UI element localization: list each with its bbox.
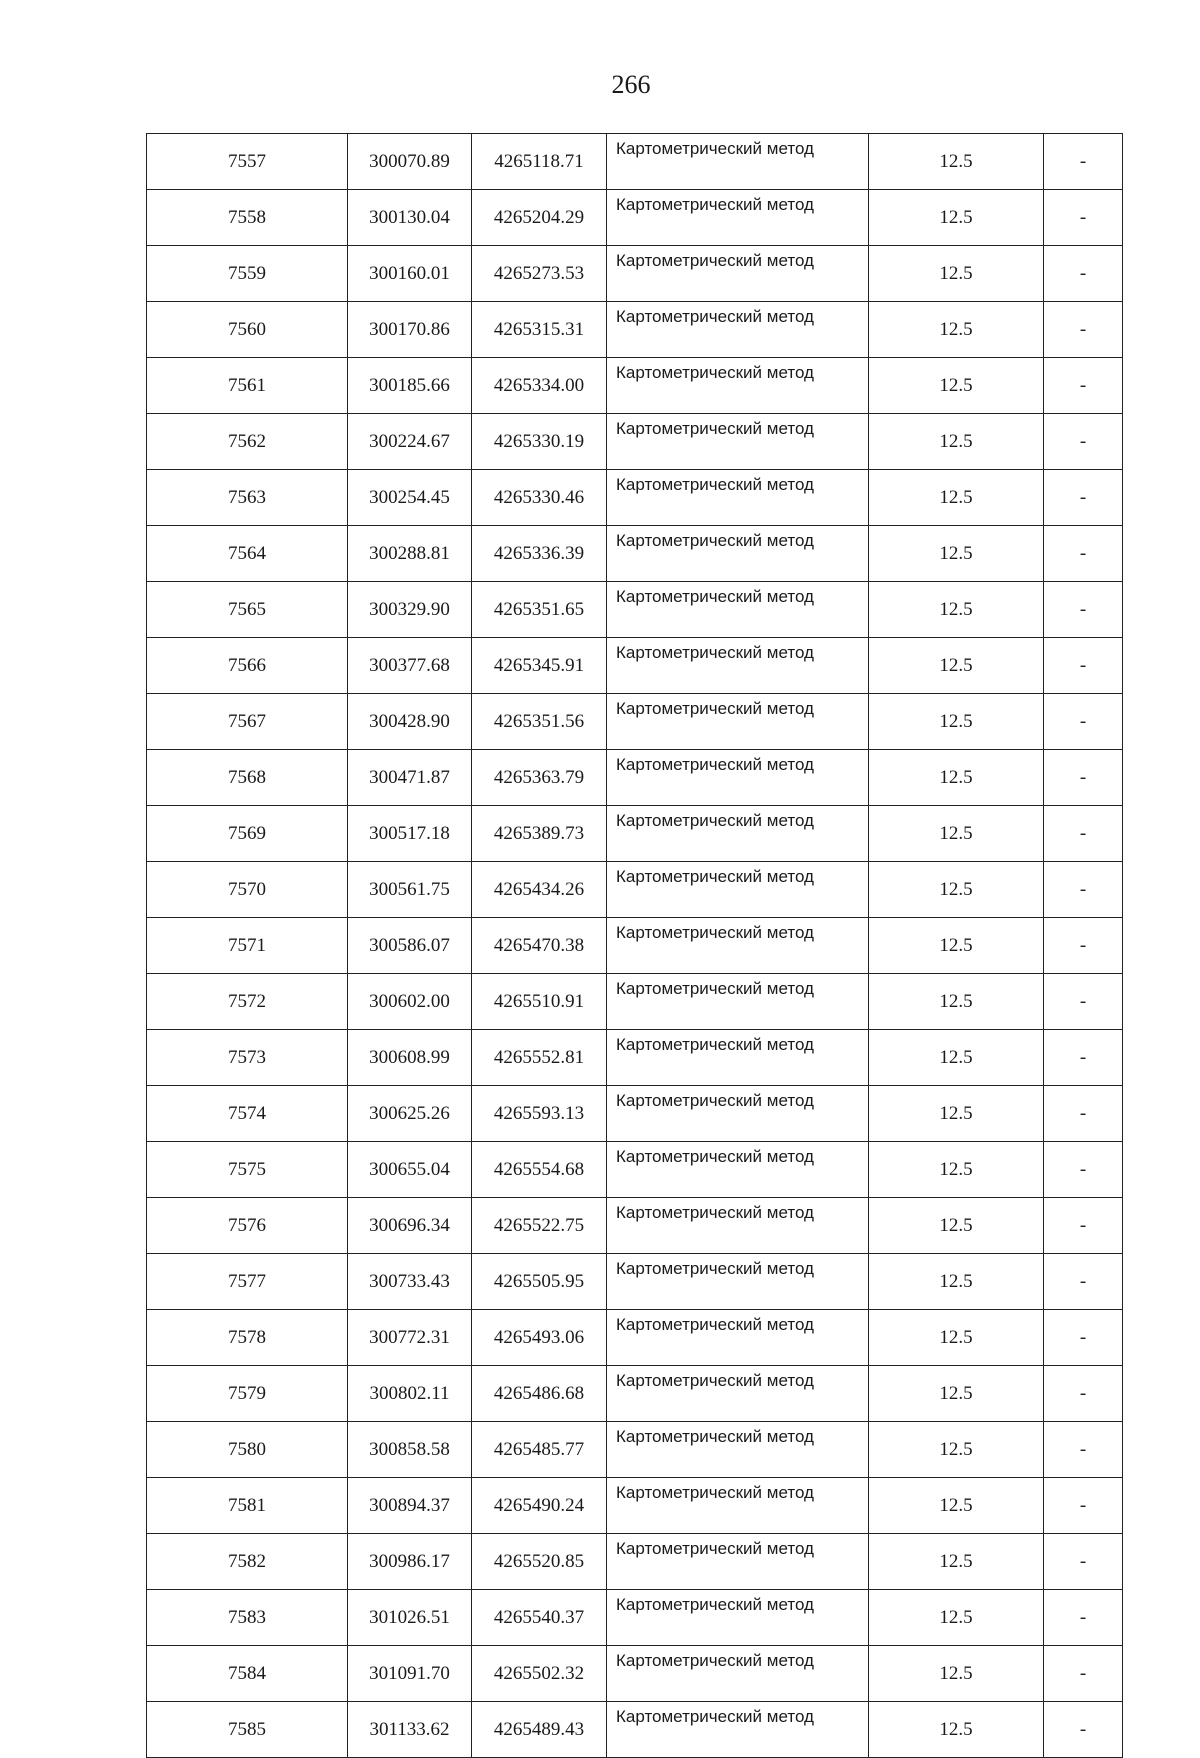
- y-coordinate-cell: 4265510.91: [472, 974, 607, 1030]
- point-number-cell: 7575: [147, 1142, 348, 1198]
- table-row: [147, 1030, 1123, 1086]
- method-cell: Картометрический метод: [607, 1198, 869, 1254]
- method-cell: Картометрический метод: [607, 582, 869, 638]
- point-number-cell: 7582: [147, 1534, 348, 1590]
- method-cell: Картометрический метод: [607, 414, 869, 470]
- table-row: [147, 638, 1123, 694]
- accuracy-cell: 12.5: [869, 1478, 1044, 1534]
- point-number-cell: 7579: [147, 1366, 348, 1422]
- method-cell: Картометрический метод: [607, 1254, 869, 1310]
- x-coordinate-cell: 300517.18: [348, 806, 472, 862]
- point-number-cell: 7571: [147, 918, 348, 974]
- point-number-cell: 7568: [147, 750, 348, 806]
- point-number-cell: 7576: [147, 1198, 348, 1254]
- x-coordinate-cell: 300185.66: [348, 358, 472, 414]
- y-coordinate-cell: 4265315.31: [472, 302, 607, 358]
- point-number-cell: 7577: [147, 1254, 348, 1310]
- point-number-cell: 7581: [147, 1478, 348, 1534]
- note-cell: -: [1044, 1366, 1123, 1422]
- point-number-cell: 7559: [147, 246, 348, 302]
- y-coordinate-cell: 4265540.37: [472, 1590, 607, 1646]
- x-coordinate-cell: 300802.11: [348, 1366, 472, 1422]
- table-row: [147, 974, 1123, 1030]
- note-cell: -: [1044, 638, 1123, 694]
- point-number-cell: 7569: [147, 806, 348, 862]
- x-coordinate-cell: 300170.86: [348, 302, 472, 358]
- accuracy-cell: 12.5: [869, 694, 1044, 750]
- method-cell: Картометрический метод: [607, 1590, 869, 1646]
- note-cell: -: [1044, 1310, 1123, 1366]
- y-coordinate-cell: 4265330.46: [472, 470, 607, 526]
- note-cell: -: [1044, 806, 1123, 862]
- point-number-cell: 7583: [147, 1590, 348, 1646]
- accuracy-cell: 12.5: [869, 190, 1044, 246]
- note-cell: -: [1044, 470, 1123, 526]
- accuracy-cell: 12.5: [869, 806, 1044, 862]
- note-cell: -: [1044, 1478, 1123, 1534]
- method-cell: Картометрический метод: [607, 918, 869, 974]
- accuracy-cell: 12.5: [869, 1310, 1044, 1366]
- y-coordinate-cell: 4265554.68: [472, 1142, 607, 1198]
- point-number-cell: 7565: [147, 582, 348, 638]
- table-row: [147, 1086, 1123, 1142]
- method-cell: Картометрический метод: [607, 1366, 869, 1422]
- table-row: [147, 1702, 1123, 1758]
- x-coordinate-cell: 300160.01: [348, 246, 472, 302]
- table-row: [147, 694, 1123, 750]
- method-cell: Картометрический метод: [607, 134, 869, 190]
- accuracy-cell: 12.5: [869, 1422, 1044, 1478]
- y-coordinate-cell: 4265204.29: [472, 190, 607, 246]
- y-coordinate-cell: 4265336.39: [472, 526, 607, 582]
- table-row: [147, 190, 1123, 246]
- y-coordinate-cell: 4265363.79: [472, 750, 607, 806]
- point-number-cell: 7563: [147, 470, 348, 526]
- x-coordinate-cell: 300377.68: [348, 638, 472, 694]
- note-cell: -: [1044, 1646, 1123, 1702]
- table-row: [147, 1142, 1123, 1198]
- accuracy-cell: 12.5: [869, 750, 1044, 806]
- point-number-cell: 7573: [147, 1030, 348, 1086]
- note-cell: -: [1044, 1422, 1123, 1478]
- y-coordinate-cell: 4265490.24: [472, 1478, 607, 1534]
- table-row: [147, 806, 1123, 862]
- point-number-cell: 7584: [147, 1646, 348, 1702]
- table-row: [147, 526, 1123, 582]
- y-coordinate-cell: 4265330.19: [472, 414, 607, 470]
- accuracy-cell: 12.5: [869, 1366, 1044, 1422]
- accuracy-cell: 12.5: [869, 1198, 1044, 1254]
- x-coordinate-cell: 300696.34: [348, 1198, 472, 1254]
- note-cell: -: [1044, 526, 1123, 582]
- accuracy-cell: 12.5: [869, 1534, 1044, 1590]
- method-cell: Картометрический метод: [607, 638, 869, 694]
- note-cell: -: [1044, 1030, 1123, 1086]
- table-row: [147, 750, 1123, 806]
- table-row: [147, 134, 1123, 190]
- note-cell: -: [1044, 582, 1123, 638]
- note-cell: -: [1044, 1086, 1123, 1142]
- x-coordinate-cell: 300655.04: [348, 1142, 472, 1198]
- table-row: [147, 918, 1123, 974]
- y-coordinate-cell: 4265593.13: [472, 1086, 607, 1142]
- table-row: [147, 414, 1123, 470]
- note-cell: -: [1044, 694, 1123, 750]
- point-number-cell: 7566: [147, 638, 348, 694]
- point-number-cell: 7561: [147, 358, 348, 414]
- table-row: [147, 246, 1123, 302]
- point-number-cell: 7560: [147, 302, 348, 358]
- x-coordinate-cell: 300586.07: [348, 918, 472, 974]
- method-cell: Картометрический метод: [607, 694, 869, 750]
- method-cell: Картометрический метод: [607, 246, 869, 302]
- point-number-cell: 7567: [147, 694, 348, 750]
- table-row: [147, 358, 1123, 414]
- x-coordinate-cell: 300608.99: [348, 1030, 472, 1086]
- x-coordinate-cell: 300986.17: [348, 1534, 472, 1590]
- table-row: [147, 1478, 1123, 1534]
- point-number-cell: 7570: [147, 862, 348, 918]
- accuracy-cell: 12.5: [869, 1086, 1044, 1142]
- x-coordinate-cell: 300130.04: [348, 190, 472, 246]
- accuracy-cell: 12.5: [869, 134, 1044, 190]
- note-cell: -: [1044, 750, 1123, 806]
- y-coordinate-cell: 4265522.75: [472, 1198, 607, 1254]
- note-cell: -: [1044, 302, 1123, 358]
- accuracy-cell: 12.5: [869, 470, 1044, 526]
- y-coordinate-cell: 4265389.73: [472, 806, 607, 862]
- note-cell: -: [1044, 1590, 1123, 1646]
- method-cell: Картометрический метод: [607, 526, 869, 582]
- y-coordinate-cell: 4265351.65: [472, 582, 607, 638]
- note-cell: -: [1044, 1142, 1123, 1198]
- y-coordinate-cell: 4265351.56: [472, 694, 607, 750]
- x-coordinate-cell: 301026.51: [348, 1590, 472, 1646]
- accuracy-cell: 12.5: [869, 582, 1044, 638]
- page-number: 266: [611, 70, 651, 99]
- method-cell: Картометрический метод: [607, 1646, 869, 1702]
- table-row: [147, 1254, 1123, 1310]
- x-coordinate-cell: 300070.89: [348, 134, 472, 190]
- point-number-cell: 7574: [147, 1086, 348, 1142]
- x-coordinate-cell: 300329.90: [348, 582, 472, 638]
- point-number-cell: 7562: [147, 414, 348, 470]
- y-coordinate-cell: 4265470.38: [472, 918, 607, 974]
- accuracy-cell: 12.5: [869, 302, 1044, 358]
- table-body: [147, 134, 1123, 1758]
- table-row: [147, 1422, 1123, 1478]
- method-cell: Картометрический метод: [607, 1534, 869, 1590]
- table-row: [147, 862, 1123, 918]
- accuracy-cell: 12.5: [869, 414, 1044, 470]
- y-coordinate-cell: 4265434.26: [472, 862, 607, 918]
- y-coordinate-cell: 4265273.53: [472, 246, 607, 302]
- y-coordinate-cell: 4265345.91: [472, 638, 607, 694]
- y-coordinate-cell: 4265502.32: [472, 1646, 607, 1702]
- point-number-cell: 7564: [147, 526, 348, 582]
- table-row: [147, 1534, 1123, 1590]
- note-cell: -: [1044, 246, 1123, 302]
- accuracy-cell: 12.5: [869, 1142, 1044, 1198]
- x-coordinate-cell: 300288.81: [348, 526, 472, 582]
- point-number-cell: 7558: [147, 190, 348, 246]
- note-cell: -: [1044, 358, 1123, 414]
- point-number-cell: 7580: [147, 1422, 348, 1478]
- accuracy-cell: 12.5: [869, 526, 1044, 582]
- method-cell: Картометрический метод: [607, 1086, 869, 1142]
- x-coordinate-cell: 300254.45: [348, 470, 472, 526]
- accuracy-cell: 12.5: [869, 1646, 1044, 1702]
- note-cell: -: [1044, 1198, 1123, 1254]
- x-coordinate-cell: 300894.37: [348, 1478, 472, 1534]
- accuracy-cell: 12.5: [869, 638, 1044, 694]
- accuracy-cell: 12.5: [869, 246, 1044, 302]
- method-cell: Картометрический метод: [607, 1310, 869, 1366]
- method-cell: Картометрический метод: [607, 750, 869, 806]
- accuracy-cell: 12.5: [869, 1254, 1044, 1310]
- x-coordinate-cell: 300561.75: [348, 862, 472, 918]
- note-cell: -: [1044, 862, 1123, 918]
- y-coordinate-cell: 4265505.95: [472, 1254, 607, 1310]
- point-number-cell: 7557: [147, 134, 348, 190]
- method-cell: Картометрический метод: [607, 470, 869, 526]
- point-number-cell: 7585: [147, 1702, 348, 1758]
- x-coordinate-cell: 300772.31: [348, 1310, 472, 1366]
- x-coordinate-cell: 300224.67: [348, 414, 472, 470]
- method-cell: Картометрический метод: [607, 1142, 869, 1198]
- table-row: [147, 1310, 1123, 1366]
- accuracy-cell: 12.5: [869, 974, 1044, 1030]
- method-cell: Картометрический метод: [607, 1702, 869, 1758]
- point-number-cell: 7578: [147, 1310, 348, 1366]
- x-coordinate-cell: 300733.43: [348, 1254, 472, 1310]
- method-cell: Картометрический метод: [607, 806, 869, 862]
- method-cell: Картометрический метод: [607, 358, 869, 414]
- y-coordinate-cell: 4265552.81: [472, 1030, 607, 1086]
- table-row: [147, 1590, 1123, 1646]
- table-row: [147, 582, 1123, 638]
- x-coordinate-cell: 300858.58: [348, 1422, 472, 1478]
- method-cell: Картометрический метод: [607, 862, 869, 918]
- note-cell: -: [1044, 414, 1123, 470]
- note-cell: -: [1044, 1254, 1123, 1310]
- accuracy-cell: 12.5: [869, 1702, 1044, 1758]
- table-row: [147, 1198, 1123, 1254]
- y-coordinate-cell: 4265489.43: [472, 1702, 607, 1758]
- table-row: [147, 1646, 1123, 1702]
- table-row: [147, 470, 1123, 526]
- y-coordinate-cell: 4265334.00: [472, 358, 607, 414]
- y-coordinate-cell: 4265485.77: [472, 1422, 607, 1478]
- x-coordinate-cell: 300428.90: [348, 694, 472, 750]
- table-row: [147, 1366, 1123, 1422]
- x-coordinate-cell: 300602.00: [348, 974, 472, 1030]
- note-cell: -: [1044, 974, 1123, 1030]
- method-cell: Картометрический метод: [607, 302, 869, 358]
- point-number-cell: 7572: [147, 974, 348, 1030]
- note-cell: -: [1044, 190, 1123, 246]
- method-cell: Картометрический метод: [607, 1030, 869, 1086]
- note-cell: -: [1044, 918, 1123, 974]
- accuracy-cell: 12.5: [869, 862, 1044, 918]
- method-cell: Картометрический метод: [607, 974, 869, 1030]
- note-cell: -: [1044, 134, 1123, 190]
- method-cell: Картометрический метод: [607, 1478, 869, 1534]
- accuracy-cell: 12.5: [869, 918, 1044, 974]
- note-cell: -: [1044, 1534, 1123, 1590]
- accuracy-cell: 12.5: [869, 1590, 1044, 1646]
- note-cell: -: [1044, 1702, 1123, 1758]
- y-coordinate-cell: 4265118.71: [472, 134, 607, 190]
- method-cell: Картометрический метод: [607, 190, 869, 246]
- y-coordinate-cell: 4265520.85: [472, 1534, 607, 1590]
- x-coordinate-cell: 300625.26: [348, 1086, 472, 1142]
- y-coordinate-cell: 4265493.06: [472, 1310, 607, 1366]
- method-cell: Картометрический метод: [607, 1422, 869, 1478]
- x-coordinate-cell: 300471.87: [348, 750, 472, 806]
- x-coordinate-cell: 301133.62: [348, 1702, 472, 1758]
- table-row: [147, 302, 1123, 358]
- coordinates-table: [146, 133, 1123, 1758]
- y-coordinate-cell: 4265486.68: [472, 1366, 607, 1422]
- x-coordinate-cell: 301091.70: [348, 1646, 472, 1702]
- accuracy-cell: 12.5: [869, 1030, 1044, 1086]
- accuracy-cell: 12.5: [869, 358, 1044, 414]
